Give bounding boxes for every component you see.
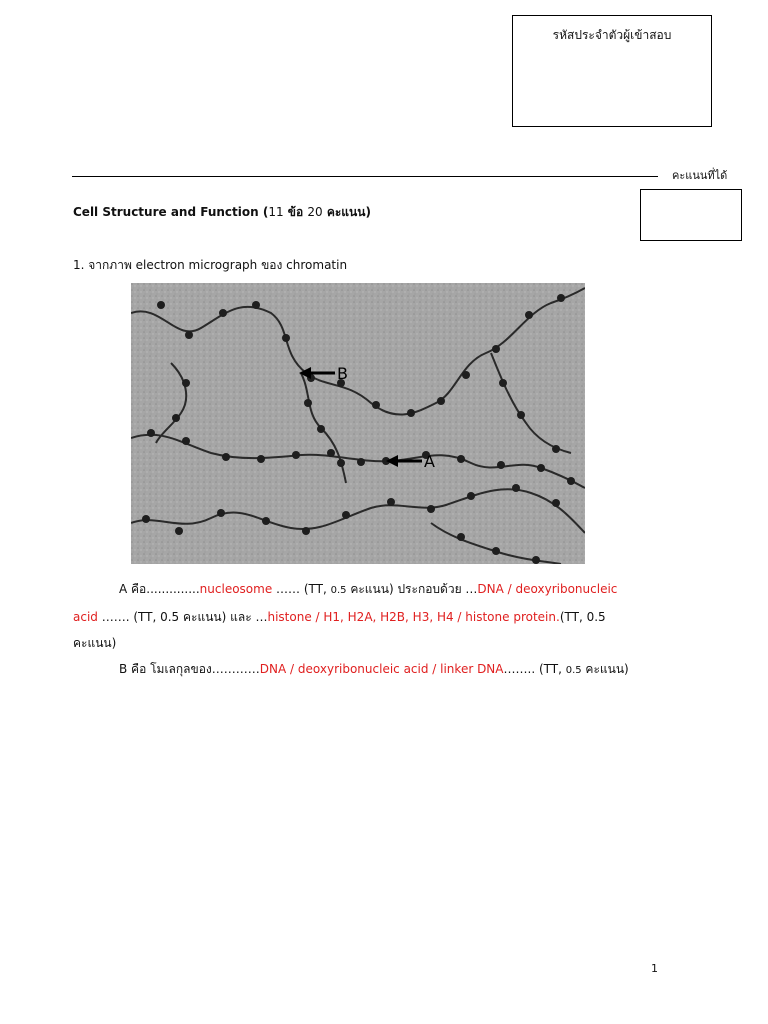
- answer-a-mid: …… (TT,: [272, 582, 331, 596]
- score-box: [640, 189, 742, 241]
- section-point-count: 20: [307, 205, 323, 219]
- section-title-end: คะแนน): [322, 205, 371, 219]
- question-1: 1. จากภาพ electron micrograph ของ chromatin: [73, 258, 348, 272]
- answer-line2-mid: ……. (TT, 0.5 คะแนน) และ …: [97, 610, 268, 624]
- answer-b-prefix: B คือ โมเลกุลของ…………: [119, 662, 260, 676]
- answer-line-4: [119, 660, 629, 679]
- answer-line-3: คะแนน): [73, 636, 117, 650]
- answer-b-points: 0.5: [565, 665, 582, 676]
- answer-histone: histone / H1, H2A, H2B, H3, H4 / histone protein.: [267, 610, 560, 624]
- answer-linker-dna: DNA / deoxyribonucleic acid / linker DNA: [259, 662, 504, 676]
- answer-b-mid: …….. (TT,: [503, 662, 566, 676]
- answer-line-2: [73, 608, 606, 627]
- section-question-count: 11: [268, 205, 284, 219]
- answer-dna: DNA / deoxyribonucleic: [477, 582, 618, 596]
- chromatin-micrograph: [131, 283, 585, 564]
- answer-a-composition: คะแนน) ประกอบด้วย …: [346, 582, 478, 596]
- label-b: B: [337, 364, 348, 383]
- answer-line2-end: (TT, 0.5: [559, 610, 606, 624]
- candidate-id-label: รหัสประจำตัวผู้เข้าสอบ: [552, 28, 672, 42]
- header-rule: [72, 176, 658, 177]
- section-title: [73, 203, 371, 222]
- answer-a-points: 0.5: [330, 585, 347, 596]
- answer-nucleosome: nucleosome: [199, 582, 273, 596]
- score-label: คะแนนที่ได้: [672, 169, 728, 182]
- answer-a-prefix: A คือ..............: [119, 582, 200, 596]
- section-items-word: ข้อ: [283, 205, 308, 219]
- answer-line-1: [119, 580, 617, 599]
- candidate-id-box: [512, 15, 712, 127]
- answer-dna-cont: acid: [73, 610, 98, 624]
- page-number: 1: [651, 962, 658, 975]
- label-a: A: [424, 452, 435, 471]
- answer-b-end: คะแนน): [581, 662, 629, 676]
- section-title-start: Cell Structure and Function (: [73, 205, 269, 219]
